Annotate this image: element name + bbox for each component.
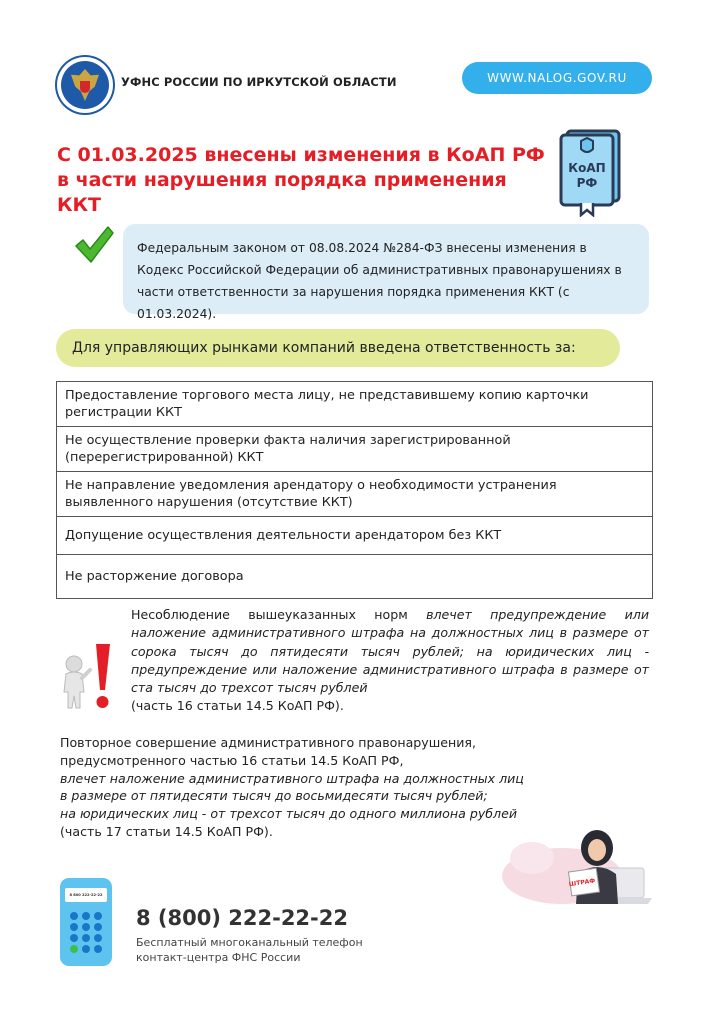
title-line-1: С 01.03.2025 внесены изменения в КоАП РФ: [57, 144, 545, 166]
duty-cell: Предоставление торгового места лицу, не представившему копию карточки регистрации ККТ: [57, 382, 653, 427]
penalty2-line: на юридических лиц - от трехсот тысяч до одного миллиона рублей: [60, 806, 518, 822]
title-line-2: в части нарушения порядка применения ККТ: [57, 169, 507, 216]
hotline-desc-line: Бесплатный многоканальный телефон: [136, 936, 363, 949]
law-code-book-icon: [555, 127, 625, 217]
duty-cell: Не осуществление проверки факта наличия зарегистрированной (перерегистрированной) ККТ: [57, 427, 653, 472]
penalty1-plain: Несоблюдение вышеуказанных норм: [131, 607, 427, 622]
checkmark-icon: [74, 224, 114, 266]
organization-name: УФНС РОССИИ ПО ИРКУТСКОЙ ОБЛАСТИ: [121, 75, 397, 89]
fns-emblem-logo: [57, 57, 113, 113]
page-title: [57, 143, 547, 218]
website-link[interactable]: WWW.NALOG.GOV.RU: [462, 62, 652, 94]
law-icon-text-2: РФ: [576, 176, 598, 190]
duty-cell: Не расторжение договора: [57, 555, 653, 599]
intro-law-note: Федеральным законом от 08.08.2024 №284-ФЗ внесены изменения в Кодекс Российской Федерации об административных правонарушениях в части ответственности за нарушения порядка применения ККТ (с 01.03.2024).: [123, 224, 649, 314]
responsibility-heading: Для управляющих рынками компаний введена ответственность за:: [56, 329, 620, 367]
shield-icon: [80, 81, 90, 93]
duty-cell: Допущение осуществления деятельности арендатором без ККТ: [57, 517, 653, 555]
hotline-desc-line: контакт-центра ФНС России: [136, 951, 301, 964]
hotline-description: [136, 935, 396, 965]
phone-icon: [60, 878, 112, 966]
duties-table: [56, 381, 653, 599]
table-row: [57, 472, 653, 517]
penalty-first-offense: [131, 606, 649, 716]
woman-with-fine-illustration: [502, 818, 652, 908]
penalty1-ref: (часть 16 статьи 14.5 КоАП РФ).: [131, 698, 344, 714]
phone-keypad: [68, 912, 104, 953]
hotline-number[interactable]: 8 (800) 222-22-22: [136, 906, 348, 930]
duty-cell: Не направление уведомления арендатору о необходимости устранения выявленного нарушения (отсутствие ККТ): [57, 472, 653, 517]
law-icon-text-1: КоАП: [568, 161, 606, 175]
phone-screen-text: 8 800 222-22-22: [65, 888, 107, 902]
warning-figure-icon: [60, 640, 116, 712]
penalty2-line: предусмотренного частью 16 статьи 14.5 КоАП РФ,: [60, 752, 404, 768]
table-row: [57, 517, 653, 555]
penalty2-line: Повторное совершение административного правонарушения,: [60, 735, 477, 750]
penalty2-line: в размере от пятидесяти тысяч до восьмидесяти тысяч рублей;: [60, 788, 488, 804]
table-row: [57, 555, 653, 599]
fine-paper-text: ШТРАФ: [568, 877, 596, 889]
table-row: [57, 427, 653, 472]
table-row: [57, 382, 653, 427]
penalty1-italic: влечет предупреждение или наложение административного штрафа на должностных лиц в размере от сорока тысяч до пятидесяти тысяч рублей; на юридических лиц - предупреждение или наложение административного штрафа в размере от ста тысяч до трехсот тысяч рублей: [131, 607, 649, 696]
penalty-repeat-offense: [60, 734, 540, 841]
penalty2-line: (часть 17 статьи 14.5 КоАП РФ).: [60, 823, 273, 839]
penalty2-line: влечет наложение административного штрафа на должностных лиц: [60, 770, 524, 786]
